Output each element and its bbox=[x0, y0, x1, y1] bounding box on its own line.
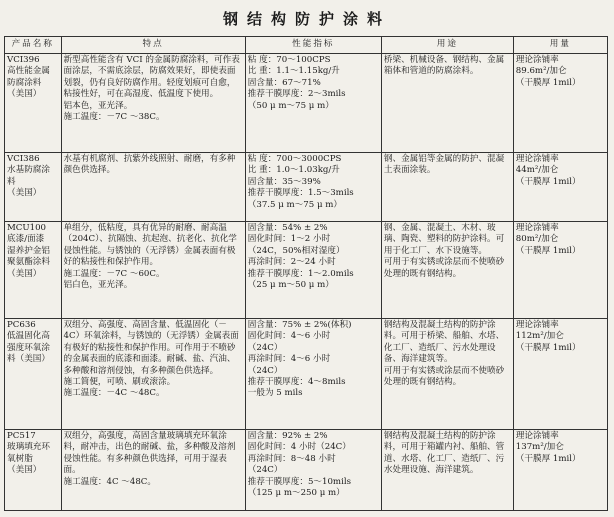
product-specs: 粘 度：70～100CPS 比 重：1.1～1.15kg/升 固含量：67～71% 推荐干膜厚度：2～3mils （50 μ m～75 μ m） bbox=[245, 54, 381, 153]
page-title: 钢结构防护涂料 bbox=[222, 10, 391, 28]
product-specs: 固含量：92% ± 2% 固化时间：4 小时（24C） 再涂时间：8～48 小时 （24C） 推荐干膜厚度：5～10mils （125 μ m～250 μ m） bbox=[245, 430, 381, 511]
product-name: VCI396 高性能金属 防腐涂料 （美国） bbox=[5, 54, 62, 153]
table-row bbox=[5, 222, 608, 319]
product-features: 双组分，高强度，高固含量玻璃填充环氧涂料，耐冲击，出色的耐碱、盐，多种酸及溶剂侵蚀性能。有多种颜色供选择，可用于湿表面。 施工温度：4C ～48C。 bbox=[61, 430, 245, 511]
product-uses: 钢、金属铝等金属的防护、混凝土表面涂装。 bbox=[381, 153, 513, 222]
product-name: PC517 玻璃填充环 氧树脂 （美国） bbox=[5, 430, 62, 511]
product-specs: 固含量：54% ± 2% 固化时间：1～2 小时 （24C，50%相对湿度） 再涂时间：2～24 小时 推荐干膜厚度：1～2.0mils （25 μ m～50 μ m） bbox=[245, 222, 381, 319]
header-product-name: 产品名称 bbox=[5, 37, 62, 54]
table-row bbox=[5, 319, 608, 430]
header-features: 特点 bbox=[61, 37, 245, 54]
product-features: 水基有机腐剂、抗紫外线照射、耐磨，有多种颜色供选择。 bbox=[61, 153, 245, 222]
table-row bbox=[5, 153, 608, 222]
table-row bbox=[5, 54, 608, 153]
product-name: VCI386 水基防腐涂料 （美国） bbox=[5, 153, 62, 222]
coatings-table bbox=[4, 36, 608, 511]
header-dosage: 用量 bbox=[513, 37, 607, 54]
product-dosage: 理论涂铺率 112m²/加仑 （干膜厚 1mil） bbox=[513, 319, 607, 430]
product-uses: 钢结构及混凝土结构的防护涂料。可用于桥梁、船舶、水塔、化工厂、造纸厂、污水处理设备、海洋建筑等。 可用于有实锈或涂层而不使喷砂处理的既有钢结构。 bbox=[381, 319, 513, 430]
product-dosage: 理论涂铺率 80m²/加仑 （干膜厚 1mil） bbox=[513, 222, 607, 319]
product-specs: 固含量：75% ± 2%(体积) 固化时间：4～6 小时 （24C） 再涂时间：4～6 小时 （24C） 推荐干膜厚度：4～8mils 一般为 5 mils bbox=[245, 319, 381, 430]
table-row bbox=[5, 430, 608, 511]
product-uses: 钢结构及混凝土结构的防护涂料，可用于箱罐内衬、船舶、管道、水塔、化工厂、造纸厂、污水处理设施、海洋建筑。 bbox=[381, 430, 513, 511]
product-dosage: 理论涂铺率 89.6m²/加仑 （干膜厚 1mil） bbox=[513, 54, 607, 153]
product-name: MCU100 底漆/面漆 湿养护金铝 聚氨酯涂料 （美国） bbox=[5, 222, 62, 319]
product-specs: 粘 度：700～3000CPS 比 重：1.0～1.03kg/升 固含量：35～39% 推荐干膜厚度：1.5～3mils （37.5 μ m～75 μ m） bbox=[245, 153, 381, 222]
product-features: 新型高性能含有 VCI 的金属防腐涂料，可作表面涂层，不需底涂层，防腐效果好，即使表面划裂，仍有良好防腐作用。轻度划痕可自愈，粘接性好，可在高湿度、低温度下使用。 铝本色，亚光泽。 施工温度：－7C ～38C。 bbox=[61, 54, 245, 153]
header-uses: 用途 bbox=[381, 37, 513, 54]
header-specs: 性能指标 bbox=[245, 37, 381, 54]
product-dosage: 理论涂铺率 137m²/加仑 （干膜厚 1mil） bbox=[513, 430, 607, 511]
product-name: PC636 低温固化高 强度环氧涂 料（美国） bbox=[5, 319, 62, 430]
product-dosage: 理论涂铺率 44m²/加仑 （干膜厚 1mil） bbox=[513, 153, 607, 222]
product-features: 双组分、高强度、高固含量、低温固化（－4C）环氧涂料，与锈蚀的（无浮锈）金属表面有极好的粘接性和保护作用。可作用于不喷砂的金属表面的底漆和面漆。耐碱、盐、汽油、多种酸和溶剂侵蚀，有多种颜色供选择。 施工简便，可喷、刷或滚涂。 施工温度：－4C ～48C。 bbox=[61, 319, 245, 430]
product-uses: 钢、金属、混凝土、木材、玻璃、陶瓷、塑料的防护涂料。可用于化工厂、水下设施等。 可用于有实锈或涂层而不使喷砂处理的既有钢结构。 bbox=[381, 222, 513, 319]
product-uses: 桥梁、机械设备、钢结构、金属箱体和管道的防腐涂料。 bbox=[381, 54, 513, 153]
table-header-row bbox=[5, 37, 608, 54]
product-features: 单组分，低粘度，具有优异的耐磨、耐高温（204C）、抗隔蚀、抗起泡、抗老化、抗化学侵蚀性能。与锈蚀的（无浮锈）金属表面有极好的粘接性和保护作用。 施工温度：－7C ～60C。 铝白色，亚光泽。 bbox=[61, 222, 245, 319]
